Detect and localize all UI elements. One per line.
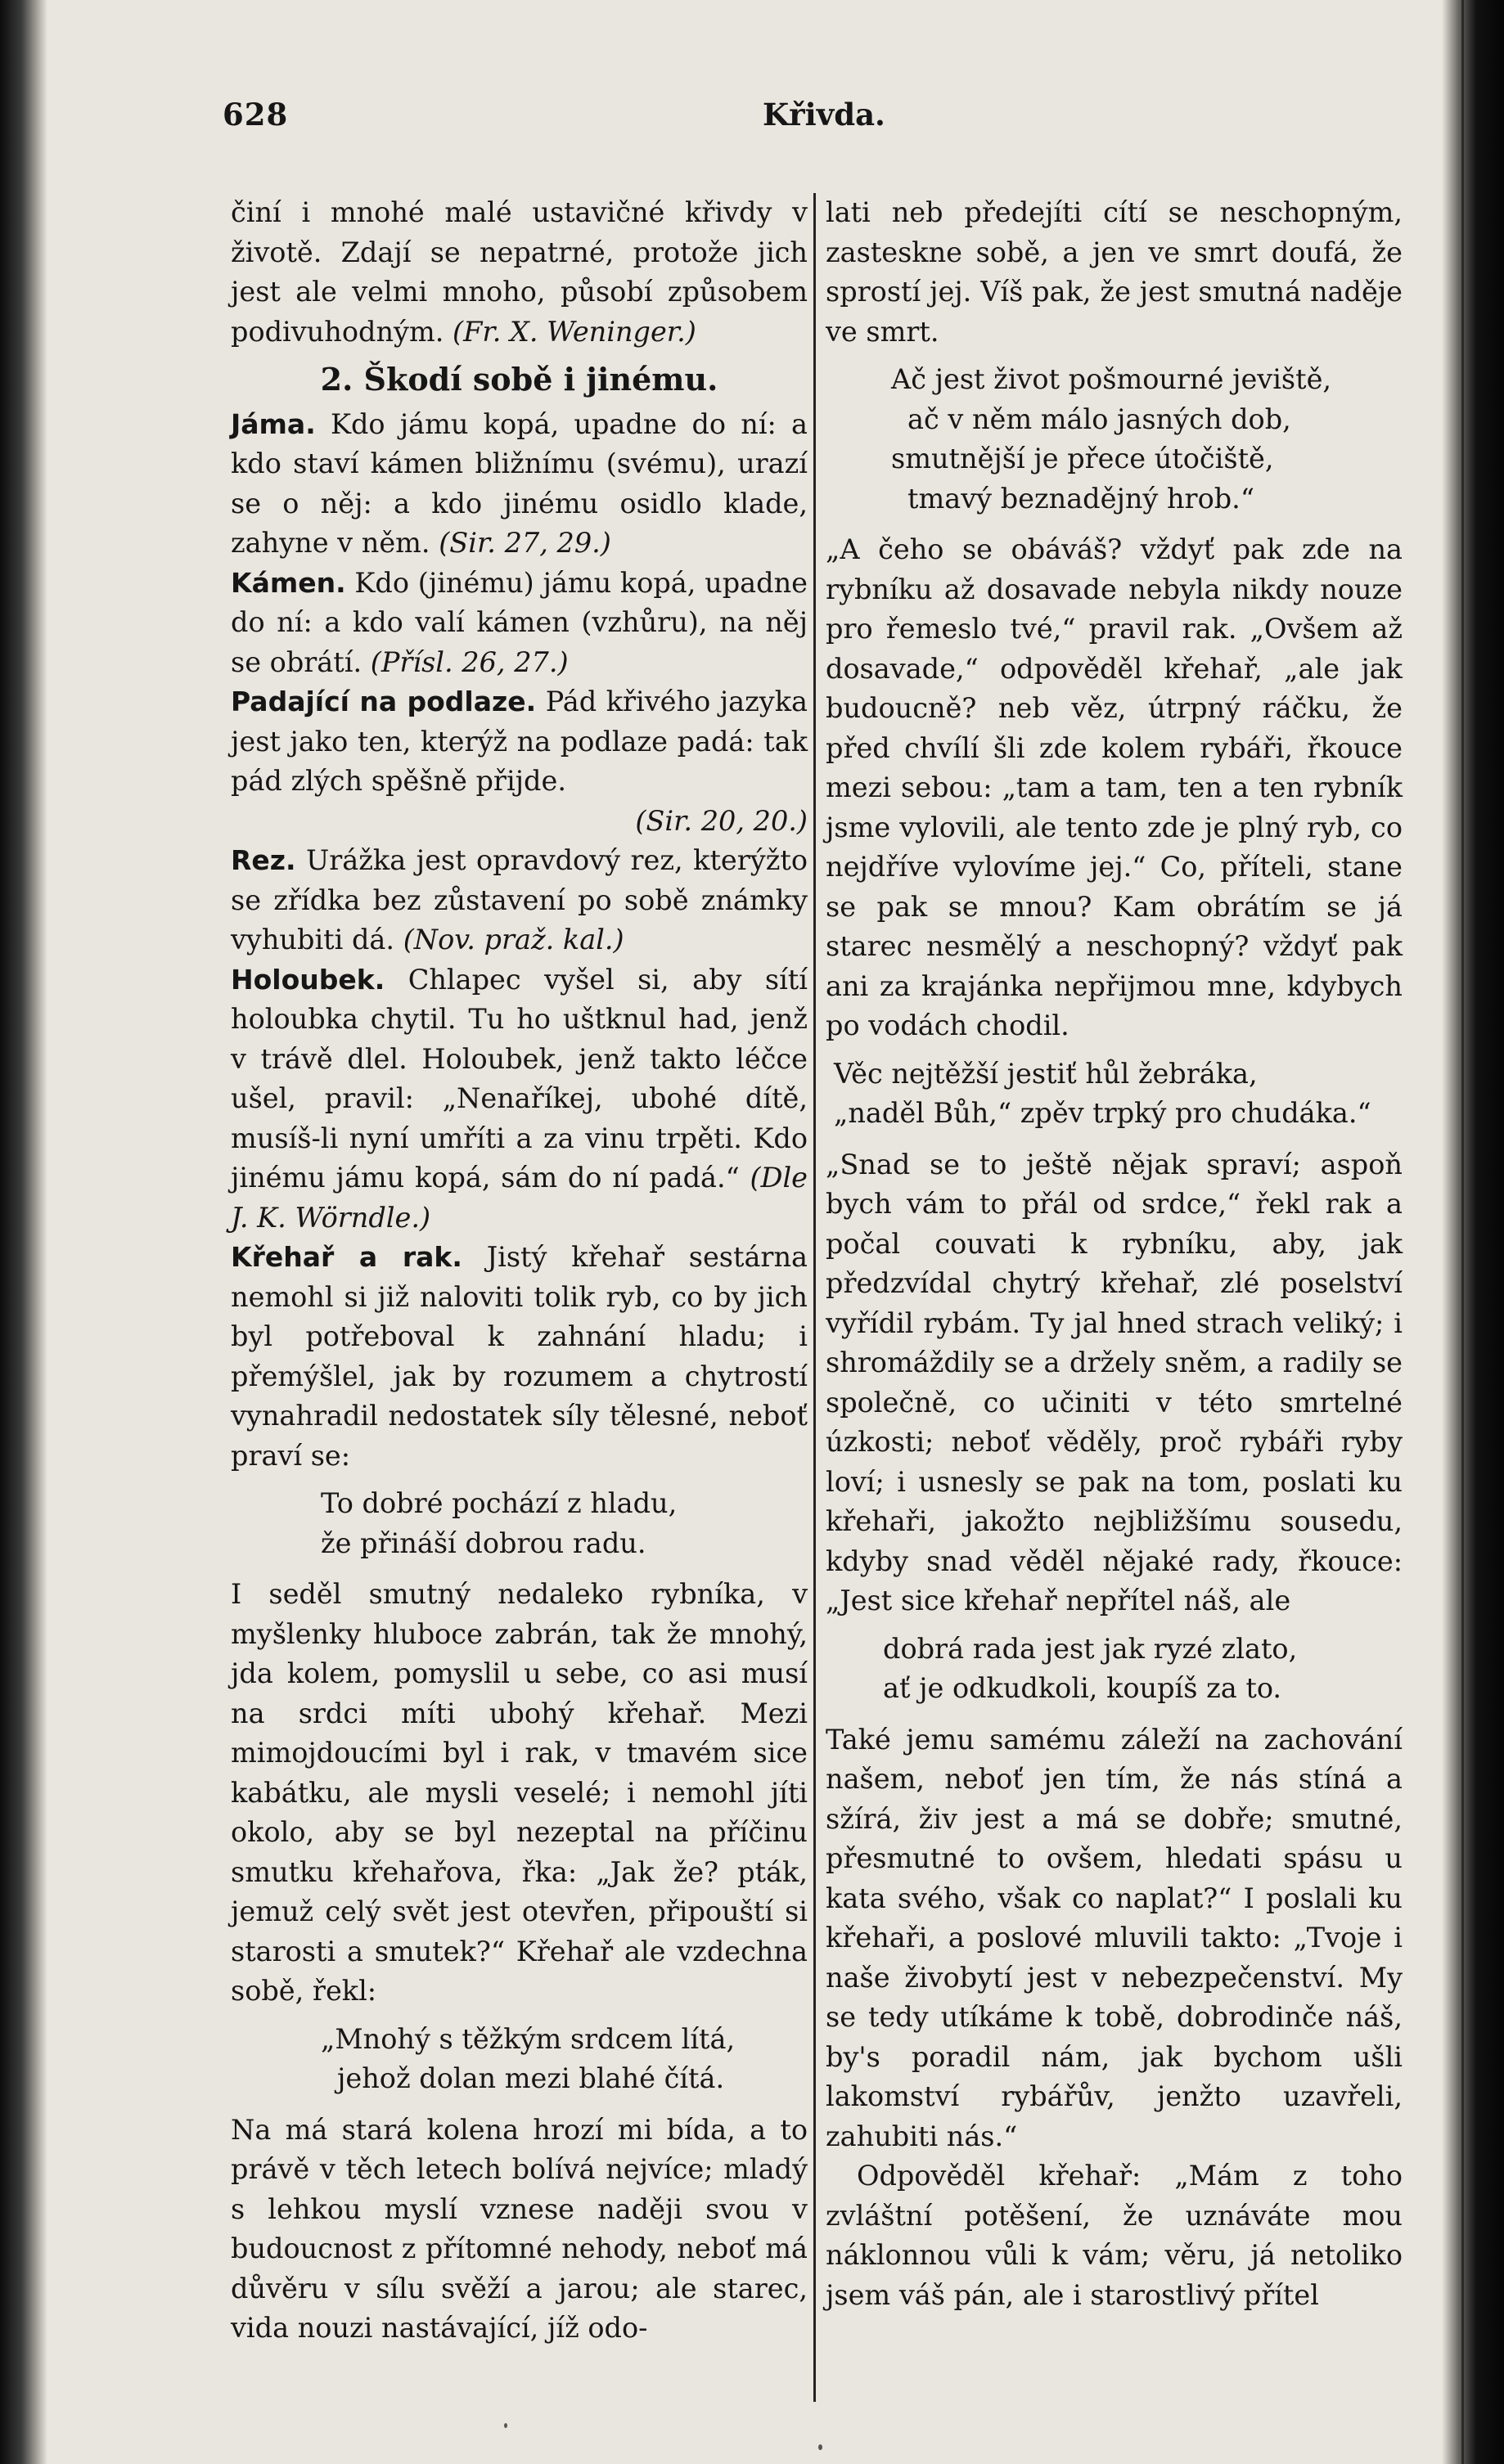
verse-beggar [834, 1054, 1403, 1134]
entry-source-line [231, 802, 808, 842]
verse-line: „Mnohý s těžkým srdcem lítá, [321, 2022, 736, 2055]
entry-head: Kámen. [231, 566, 346, 599]
verse-line: jehož dolan mezi blahé čítá. [337, 2062, 725, 2094]
opening-paragraph-text: činí i mnohé malé ustavičné křivdy v životě. Zdají se nepatrné, protože jich jest ale velmi mnoho, působí způsobem podivuhodným. [231, 196, 808, 348]
paragraph-kolena: Na má stará kolena hrozí mi bída, a to právě v těch letech bolívá nejvíce; mladý s lehkou myslí vznese naději svou v budoucnost z přítomné nehody, neboť má důvěru v sílu svěží a jarou; ale starec, vida nouzi nastávající, jíž odo- [231, 2113, 808, 2344]
entry-text: Kdo jámu kopá, upadne do ní: a kdo staví kámen bližnímu (svému), urazí se o něj: a kdo jinému osidlo klade, zahyne v něm. [231, 407, 808, 559]
entry-source: (Sir. 20, 20.) [635, 804, 808, 837]
paragraph-a-ceho: „A čeho se obáváš? vždyť pak zde na rybníku až dosavade nebyla nikdy nouze pro řemeslo tvé,“ pravil rak. „Ovšem až dosavade,“ odpověděl křehař, „ale jak budoucně? neb věz, útrpný ráčku, že před chvílí šli zde kolem rybáři, řkouce mezi sebou: „tam a tam, ten a ten rybník jsme vylovili, ale tento zde je plný ryb, co nejdříve vylovíme jej.“ Co, příteli, stane se pak se mnou? Kam obrátím se já starec nesmělý a neschopný? vždyť pak ani za krajánka nepřijmou mne, kdybych po vodách chodil. [826, 533, 1403, 1041]
scan-speck [818, 2444, 822, 2450]
scan-speck [504, 2423, 507, 2428]
entry-source: (Dle J. K. Wörndle.) [231, 1162, 808, 1234]
paragraph-sedel: I seděl smutný nedaleko rybníka, v myšlenky hluboce zabrán, tak že mnohý, jda kolem, pomyslil u sebe, co asi musí na srdci míti ubohý křehař. Mezi mimojdoucími byl i rak, v tmavém sice kabátku, ale mysli veselé; i nemohl jíti okolo, aby se byl nezeptal na příčinu smutku křehařova, řka: „Jak že? pták, jemuž celý svět jest otevřen, připouští si starosti a smutek?“ Křehař ale vzdechna sobě, řekl: [231, 1578, 808, 2007]
verse-good-advice [883, 1630, 1403, 1709]
entry-kamen [231, 564, 808, 683]
paragraph-odpovedel: Odpověděl křehař: „Mám z toho zvláštní potěšení, že uznáváte mou náklonnou vůli k vám; věru, já netoliko jsem váš pán, ale i starostlivý přítel [826, 2160, 1403, 2311]
paragraph-snad: „Snad se to ještě nějak spraví; aspoň bych vám to přál od srdce,“ řekl rak a počal couvati k rybníku, aby, jak předzvídal chytrý křehař, zlé poselství vyřídil rybám. Ty jal hned strach veliký; i shromáždily se a držely sněm, a radily se společně, co učiniti v této smrtelné úzkosti; neboť věděly, proč rybáři ryby loví; i usnesly se pak na tom, poslati ku křehaři, jakožto nejbližšímu sousedu, kdyby snad věděl nějaké rady, řkouce: „Jest sice křehař nepřítel náš, ale [826, 1148, 1403, 1616]
verse-line: dobrá rada jest jak ryzé zlato, [883, 1632, 1298, 1665]
entry-jama [231, 405, 808, 564]
verse-line: tmavý beznadějný hrob.“ [907, 482, 1254, 515]
opening-paragraph [231, 193, 808, 352]
section-heading: 2. Škodí sobě i jinému. [320, 361, 718, 398]
verse-heavy-heart [321, 2020, 808, 2099]
entry-source: (Nov. praž. kal.) [403, 924, 624, 955]
entry-head: Rez. [231, 844, 296, 876]
verse-line: smutnější je přece útočiště, [891, 443, 1274, 474]
verse-line: Ač jest život pošmourné jeviště, [891, 363, 1332, 395]
entry-source: (Sir. 27, 29.) [439, 527, 611, 559]
entry-source: (Přísl. 26, 27.) [370, 645, 569, 678]
paragraph-take: Také jemu samému záleží na zachování našem, neboť jen tím, že nás stíná a sžírá, živ jest a má se dobře; smutné, přesmutné to ovšem, hledati spásu u kata svého, však co naplat?“ I poslali ku křehaři, a poslové mluvili takto: „Tvoje i naše živobytí jest v nebezpečenství. My se tedy utíkáme k tobě, dobrodinče náš, by's poradil nám, jak bychom ušli lakomství rybářův, jenžto uzavřeli, zahubiti nás.“ [826, 1723, 1403, 2152]
verse-line: že přináší dobrou radu. [321, 1527, 646, 1559]
verse-line: „naděl Bůh,“ zpěv trpký pro chudáka.“ [834, 1097, 1371, 1129]
entry-rez [231, 841, 808, 960]
entry-text: Urážka jest opravdový rez, kterýžto se zřídka bez zůstavení po sobě známky vyhubiti dá. [231, 844, 808, 955]
running-title: Křivda. [763, 97, 885, 133]
page-right-edge-shadow [1442, 0, 1504, 2464]
paragraph-lati: lati neb předejíti cítí se neschopným, zasteskne sobě, a jen ve smrt doufá, že sprostí jej. Víš pak, že jest smutná naděje ve smrt. [826, 196, 1403, 348]
left-column [231, 193, 808, 2349]
entry-head: Padající na podlaze. [231, 686, 537, 717]
entry-head: Holoubek. [231, 963, 385, 996]
entry-text: Jistý křehař sestárna nemohl si již naloviti tolik ryb, co by jich byl potřeboval k zahnání hladu; i přemýšlel, jak by rozumem a chytrostí vynahradil nedostatek síly tělesné, neboť praví se: [231, 1241, 808, 1472]
page-right-fold-line [1461, 0, 1464, 2464]
verse-line: ač v něm málo jasných dob, [907, 402, 1291, 435]
verse-line: ať je odkudkoli, koupíš za to. [883, 1672, 1282, 1704]
verse-line: Věc nejtěžší jestiť hůl žebráka, [834, 1057, 1258, 1090]
entry-padajici [231, 682, 808, 802]
opening-source: (Fr. X. Weninger.) [453, 315, 696, 348]
entry-head: Křehař a rak. [231, 1241, 462, 1273]
entry-holoubek [231, 960, 808, 1239]
verse-life-stage [891, 360, 1403, 519]
right-column [826, 193, 1403, 2315]
verse-hunger [321, 1484, 808, 1563]
entry-text: Pád křivého jazyka jest jako ten, kterýž na podlaze padá: tak pád zlých spěšně přijde. [231, 686, 808, 797]
column-divider [813, 193, 816, 2402]
page-left-edge-shadow [0, 0, 47, 2464]
entry-krehar [231, 1238, 808, 1476]
entry-text: Kdo (jinému) jámu kopá, upadne do ní: a kdo valí kámen (vzhůru), na něj se obrátí. [231, 566, 808, 678]
entry-head: Jáma. [231, 407, 316, 440]
page-number: 628 [223, 97, 289, 133]
verse-line: To dobré pochází z hladu, [321, 1487, 678, 1519]
entry-text: Chlapec vyšel si, aby sítí holoubka chytil. Tu ho uštknul had, jenž v trávě dlel. Holoubek, jenž takto léčce ušel, pravil: „Nenaříkej, ubohé dítě, musíš-li nyní umříti a za vinu trpěti. Kdo jinému jámu kopá, sám do ní padá.“ [231, 963, 808, 1194]
